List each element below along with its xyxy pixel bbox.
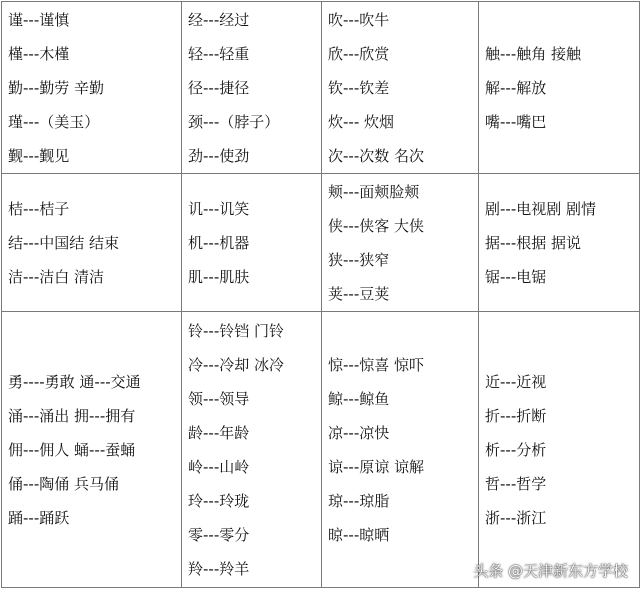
word-entry: 折---折断 (485, 406, 547, 425)
table-cell (182, 312, 322, 588)
word-entry: 谨---谨慎 (8, 10, 70, 29)
word-entry: 浙---浙江 (485, 508, 547, 527)
word-entry: 琼---琼脂 (328, 491, 390, 510)
word-entry: 零---零分 (188, 525, 250, 544)
word-entry: 次---次数 名次 (328, 146, 425, 165)
word-entry: 侠---侠客 大侠 (328, 216, 425, 235)
word-entry: 槿---木槿 (8, 44, 70, 63)
word-entry: 哲---哲学 (485, 474, 547, 493)
word-entry: 解---解放 (485, 78, 547, 97)
word-entry: 俑---陶俑 兵马俑 (8, 474, 120, 493)
word-entry: 铃---铃铛 门铃 (188, 321, 285, 340)
word-entry: 剧---电视剧 剧情 (485, 199, 597, 218)
word-entry: 近---近视 (485, 372, 547, 391)
table-cell (479, 174, 640, 312)
table-cell (322, 312, 479, 588)
word-entry: 结---中国结 结束 (8, 233, 120, 252)
word-entry: 劲---使劲 (188, 146, 250, 165)
word-entry: 钦---钦差 (328, 78, 390, 97)
word-entry: 踊---踊跃 (8, 508, 70, 527)
table-row (2, 2, 640, 174)
character-table (1, 1, 640, 588)
word-entry: 岭---山岭 (188, 457, 250, 476)
word-entry: 颈---（脖子） (188, 112, 280, 131)
word-entry: 晾---晾晒 (328, 525, 390, 544)
table-cell (182, 174, 322, 312)
word-entry: 炊--- 炊烟 (328, 112, 395, 131)
table-cell (322, 2, 479, 174)
word-entry: 轻---轻重 (188, 44, 250, 63)
word-entry: 肌---肌肤 (188, 267, 250, 286)
table-cell (479, 312, 640, 588)
word-entry: 经---经过 (188, 10, 250, 29)
word-entry: 玲---玲珑 (188, 491, 250, 510)
word-entry: 洁---洁白 清洁 (8, 267, 105, 286)
word-entry: 勤---勤劳 辛勤 (8, 78, 105, 97)
word-entry: 吹---吹牛 (328, 10, 390, 29)
word-entry: 锯---电锯 (485, 267, 547, 286)
word-entry: 冷---冷却 冰冷 (188, 355, 285, 374)
word-entry: 桔---桔子 (8, 199, 70, 218)
table-row (2, 312, 640, 588)
word-entry: 讥---讥笑 (188, 199, 250, 218)
word-entry: 荚---豆荚 (328, 284, 390, 303)
word-entry: 勇----勇敢 通---交通 (8, 372, 141, 391)
word-entry: 触---触角 接触 (485, 44, 582, 63)
word-entry: 嘴---嘴巴 (485, 112, 547, 131)
table-cell (2, 2, 182, 174)
table-row (2, 174, 640, 312)
table-cell (2, 312, 182, 588)
word-entry: 谅---原谅 谅解 (328, 457, 425, 476)
table-cell (479, 2, 640, 174)
word-entry: 羚---羚羊 (188, 559, 250, 578)
table-cell (2, 174, 182, 312)
word-entry: 颊---面颊脸颊 (328, 182, 420, 201)
word-entry: 瑾---（美玉） (8, 112, 100, 131)
word-entry: 机---机器 (188, 233, 250, 252)
word-entry: 据---根据 据说 (485, 233, 582, 252)
word-entry: 惊---惊喜 惊吓 (328, 355, 425, 374)
word-entry: 凉---凉快 (328, 423, 390, 442)
word-entry: 佣---佣人 蛹---蚕蛹 (8, 440, 136, 459)
word-entry: 龄---年龄 (188, 423, 250, 442)
word-entry: 径---捷径 (188, 78, 250, 97)
word-entry: 狭---狭窄 (328, 250, 390, 269)
table-cell (182, 2, 322, 174)
watermark: 头条 @天津新东方学校 (473, 562, 628, 580)
word-entry: 觐---觐见 (8, 146, 70, 165)
word-entry: 鲸---鲸鱼 (328, 389, 390, 408)
word-entry: 析---分析 (485, 440, 547, 459)
word-entry: 领---领导 (188, 389, 250, 408)
word-entry: 欣---欣赏 (328, 44, 390, 63)
word-entry: 涌---涌出 拥---拥有 (8, 406, 136, 425)
table-cell (322, 174, 479, 312)
